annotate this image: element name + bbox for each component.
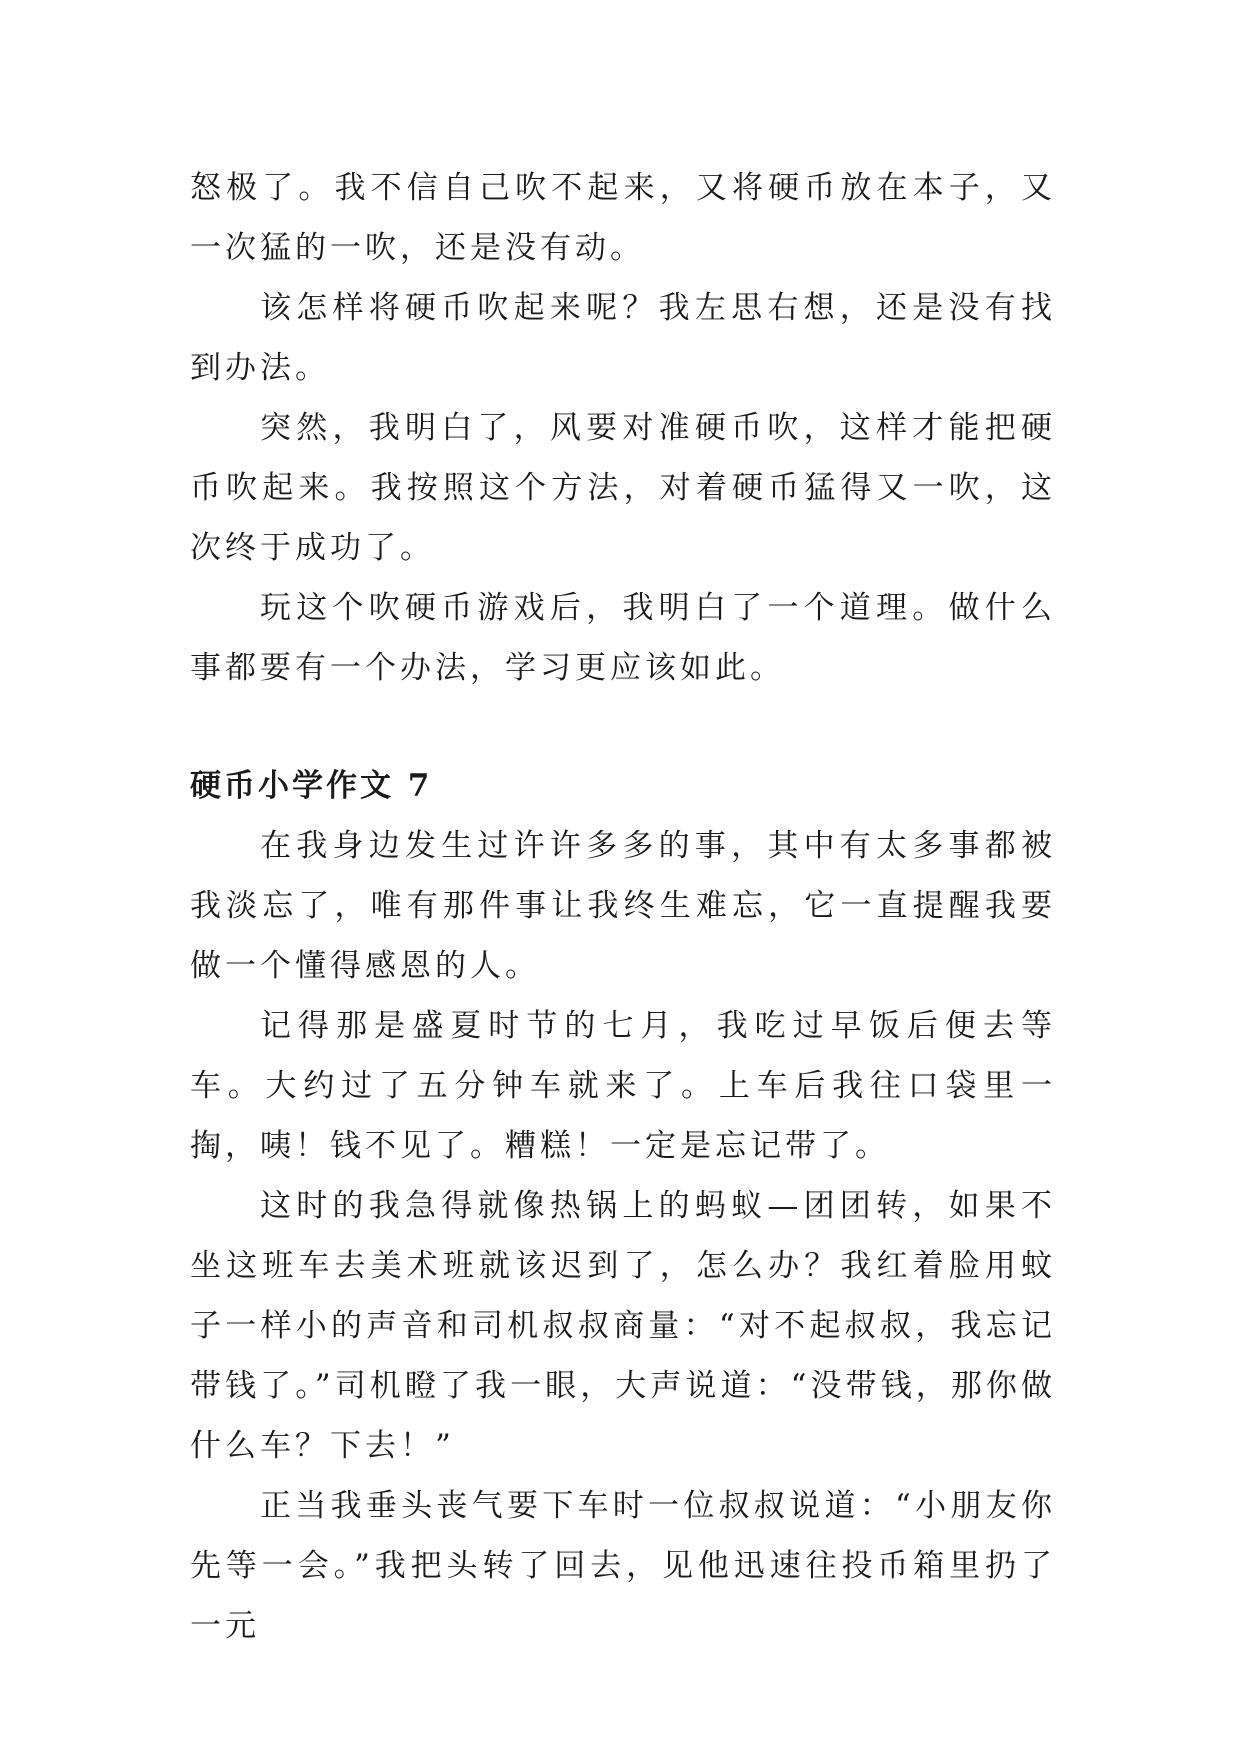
paragraph: 记得那是盛夏时节的七月，我吃过早饭后便去等车。大约过了五分钟车就来了。上车后我往口袋里一掏，咦！钱不见了。糟糕！一定是忘记带了。 <box>190 1008 1056 1164</box>
paragraph: 正当我垂头丧气要下车时一位叔叔说道：“小朋友你先等一会。”我把头转了回去，见他迅速往投币箱里扔了一元 <box>190 1488 1056 1644</box>
paragraph: 突然，我明白了，风要对准硬币吹，这样才能把硬币吹起来。我按照这个方法，对着硬币猛得又一吹，这次终于成功了。 <box>190 410 1056 566</box>
paragraph: 玩这个吹硬币游戏后，我明白了一个道理。做什么事都要有一个办法，学习更应该如此。 <box>190 590 1056 686</box>
paragraph: 怒极了。我不信自己吹不起来，又将硬币放在本子，又一次猛的一吹，还是没有动。 <box>190 170 1056 266</box>
paragraph: 在我身边发生过许许多多的事，其中有太多事都被我淡忘了，唯有那件事让我终生难忘，它一直提醒我要做一个懂得感恩的人。 <box>190 828 1056 984</box>
section-title: 硬币小学作文 7 <box>190 768 433 804</box>
document-body <box>190 158 1056 1656</box>
paragraph: 这时的我急得就像热锅上的蚂蚁—团团转，如果不坐这班车去美术班就该迟到了，怎么办？我红着脸用蚊子一样小的声音和司机叔叔商量：“对不起叔叔，我忘记带钱了。”司机瞪了我一眼，大声说道：“没带钱，那你做什么车？下去！” <box>190 1188 1056 1464</box>
paragraph: 该怎样将硬币吹起来呢？我左思右想，还是没有找到办法。 <box>190 290 1056 386</box>
